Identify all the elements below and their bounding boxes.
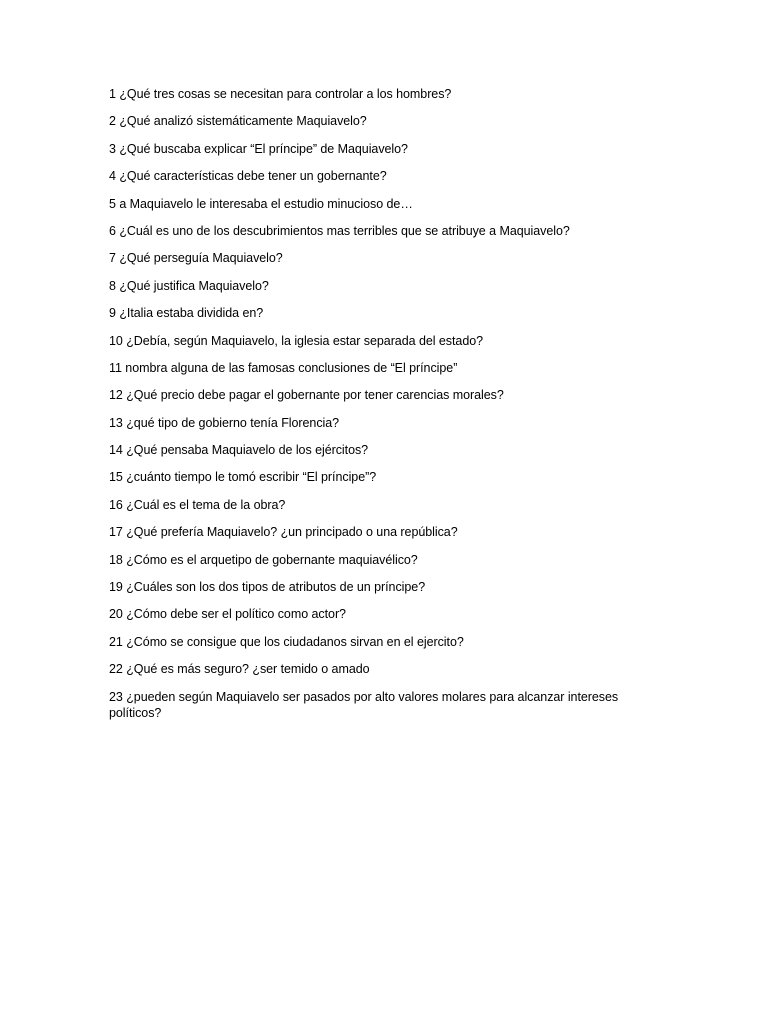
question-10: 10 ¿Debía, según Maquiavelo, la iglesia estar separada del estado? xyxy=(109,333,484,348)
question-15: 15 ¿cuánto tiempo le tomó escribir “El príncipe”? xyxy=(109,470,377,485)
question-9: 9 ¿Italia estaba dividida en? xyxy=(109,306,264,321)
question-3: 3 ¿Qué buscaba explicar “El príncipe” de Maquiavelo? xyxy=(109,141,408,156)
question-13: 13 ¿qué tipo de gobierno tenía Florencia? xyxy=(109,415,340,430)
question-12: 12 ¿Qué precio debe pagar el gobernante por tener carencias morales? xyxy=(109,388,504,403)
question-list xyxy=(109,86,669,721)
question-4: 4 ¿Qué características debe tener un gobernante? xyxy=(109,169,387,184)
question-14: 14 ¿Qué pensaba Maquiavelo de los ejércitos? xyxy=(109,443,369,458)
question-6: 6 ¿Cuál es uno de los descubrimientos mas terribles que se atribuye a Maquiavelo? xyxy=(109,223,570,238)
question-17: 17 ¿Qué prefería Maquiavelo? ¿un principado o una república? xyxy=(109,525,458,540)
question-21: 21 ¿Cómo se consigue que los ciudadanos sirvan en el ejercito? xyxy=(109,634,464,649)
question-2: 2 ¿Qué analizó sistemáticamente Maquiavelo? xyxy=(109,114,367,129)
question-5: 5 a Maquiavelo le interesaba el estudio minucioso de… xyxy=(109,196,413,211)
question-20: 20 ¿Cómo debe ser el político como actor? xyxy=(109,607,346,622)
question-23: 23 ¿pueden según Maquiavelo ser pasados por alto valores molares para alcanzar intereses políticos? xyxy=(109,689,619,720)
question-7: 7 ¿Qué perseguía Maquiavelo? xyxy=(109,251,283,266)
question-1: 1 ¿Qué tres cosas se necesitan para controlar a los hombres? xyxy=(109,87,452,101)
question-22: 22 ¿Qué es más seguro? ¿ser temido o amado xyxy=(109,662,370,677)
question-18: 18 ¿Cómo es el arquetipo de gobernante maquiavélico? xyxy=(109,552,418,567)
question-11: 11 nombra alguna de las famosas conclusiones de “El príncipe” xyxy=(109,360,458,375)
question-16: 16 ¿Cuál es el tema de la obra? xyxy=(109,497,286,512)
question-8: 8 ¿Qué justifica Maquiavelo? xyxy=(109,278,269,293)
question-19: 19 ¿Cuáles son los dos tipos de atributos de un príncipe? xyxy=(109,580,426,595)
